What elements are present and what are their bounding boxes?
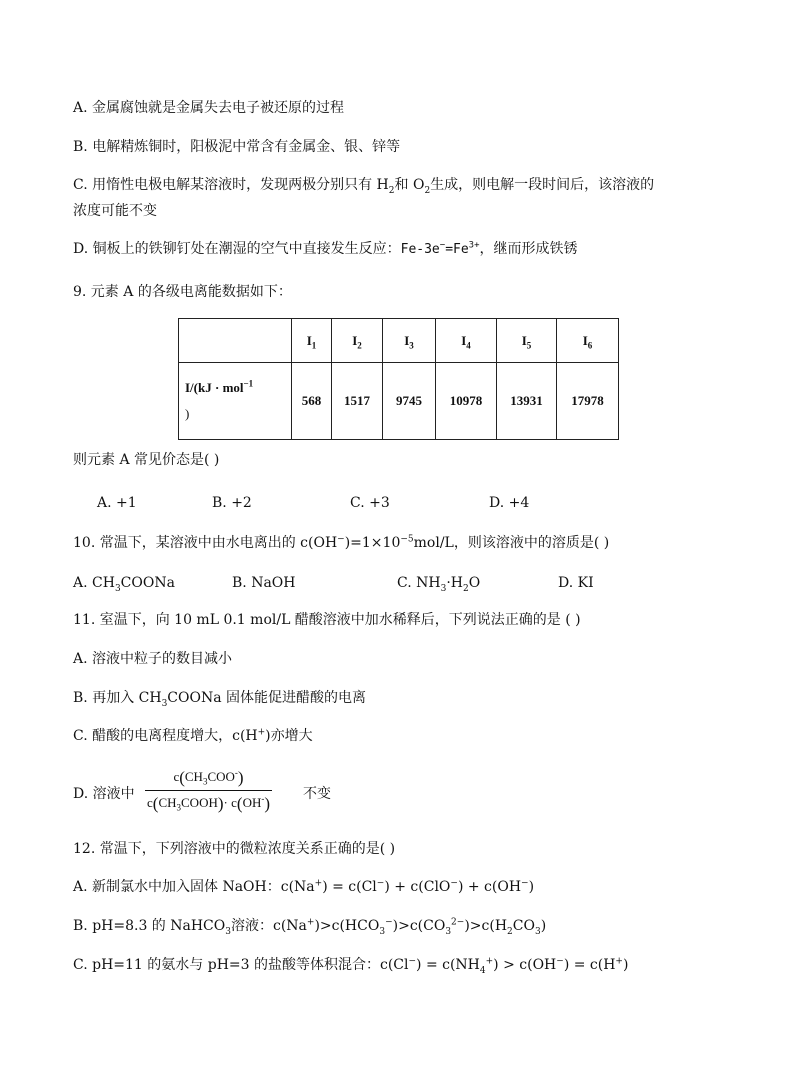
q10-option-c: C. $NH_3\cdot H_2O$	[397, 575, 481, 594]
q9-option-c: C. +3	[350, 495, 390, 511]
value-i2: 1517	[332, 363, 383, 440]
value-i5: 13931	[497, 363, 557, 440]
q11-option-d-tail: 不变	[303, 786, 331, 802]
header-i6: $I_6$	[557, 319, 619, 363]
q8-option-c: C. 用惰性电极电解某溶液时，发现两极分别只有 $H_2$和 $O_2$生成，则电解一段时间后，该溶液的	[73, 177, 655, 196]
q10-stem: 10. 常温下，某溶液中由水电离出的 $c(OH^-)=1\times 10^{-5}mol/L$，则该溶液中的溶质是( )	[73, 534, 610, 551]
q11-option-a: A. 溶液中粒子的数目减小	[73, 651, 233, 667]
q9-stem: 9. 元素 A 的各级电离能数据如下：	[73, 284, 292, 300]
q8-option-b: B. 电解精炼铜时，阳极泥中常含有金属金、银、锌等	[73, 139, 401, 155]
q12-option-a: A. 新制氯水中加入固体 NaOH：c(Na+) = c(Cl−) + c(ClO−) + c(OH−)	[73, 878, 535, 895]
header-i1: $I_1$	[292, 319, 332, 363]
q11-option-d-label: D. 溶液中	[73, 786, 135, 802]
q12-option-b: B. pH=8.3 的 NaHCO$_3$溶液：$c(Na^+)>c(HCO_3^-)>c(CO_3^{2-})>c(H_2CO_3)$	[73, 917, 547, 937]
q12-stem: 12. 常温下，下列溶液中的微粒浓度关系正确的是( )	[73, 841, 396, 857]
row-label: I/(kJ · mol$^{-1}$ )	[179, 363, 292, 440]
header-i2: $I_2$	[332, 319, 383, 363]
q10-option-d: D. KI	[558, 575, 594, 591]
header-i3: $I_3$	[383, 319, 436, 363]
header-i5: $I_5$	[497, 319, 557, 363]
fraction-denominator: $c(CH_3COOH)\cdot c(OH^-)$	[145, 790, 272, 814]
value-i3: 9745	[383, 363, 436, 440]
q9-option-b: B. +2	[212, 495, 252, 511]
q9-follow-up: 则元素 A 常见价态是( )	[73, 452, 220, 468]
q11-stem: 11. 室温下，向 10 mL 0.1 mol/L 醋酸溶液中加水稀释后，下列说法正确的是 ( )	[73, 612, 581, 628]
q8-option-d: D. 铜板上的铁铆钉处在潮湿的空气中直接发生反应：$Fe-3e^-=Fe^{3+}$，继而形成铁锈	[73, 240, 578, 257]
q9-option-a: A. +1	[97, 495, 137, 511]
q9-option-d: D. +4	[489, 495, 530, 511]
q11-option-c: C. 醋酸的电离程度增大，c(H+)亦增大	[73, 727, 313, 744]
value-i1: 568	[292, 363, 332, 440]
value-i6: 17978	[557, 363, 619, 440]
header-i4: $I_4$	[436, 319, 497, 363]
q12-option-c: C. pH=11 的氨水与 pH=3 的盐酸等体积混合：$c(Cl^-) = c(NH_4^+) > c(OH^-) = c(H^+)$	[73, 956, 629, 976]
q8-option-a: A. 金属腐蚀就是金属失去电子被还原的过程	[73, 100, 345, 116]
fraction-numerator: $c(CH_3COO^-)$	[173, 767, 244, 787]
table-corner	[179, 319, 292, 363]
q8-option-c-cont: 浓度可能不变	[73, 203, 157, 219]
q10-option-b: B. NaOH	[232, 575, 296, 591]
concentration-ratio-fraction	[145, 768, 272, 814]
value-i4: 10978	[436, 363, 497, 440]
q10-option-a: A. $CH_3COONa$	[73, 575, 175, 594]
q11-option-b: B. 再加入 $CH_3COONa$ 固体能促进醋酸的电离	[73, 690, 367, 709]
ionization-energy-table	[178, 318, 619, 440]
